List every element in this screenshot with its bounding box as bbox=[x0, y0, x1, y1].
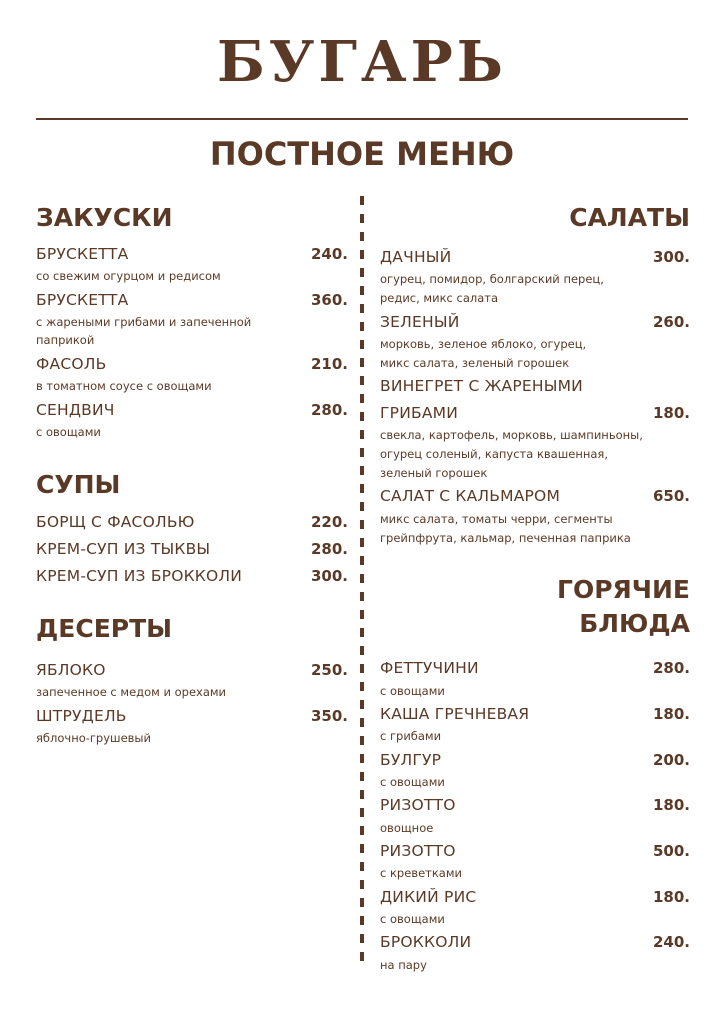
menu-item bbox=[36, 244, 348, 264]
item-description: зеленый горошек bbox=[380, 466, 488, 480]
menu-item bbox=[380, 247, 690, 267]
item-price: 180. bbox=[652, 705, 690, 723]
section-title-goryachie-line2: БЛЮДА bbox=[579, 609, 690, 638]
menu-item bbox=[36, 660, 348, 680]
menu-item bbox=[36, 290, 348, 310]
item-name: ЗЕЛЕНЫЙ bbox=[380, 313, 460, 331]
menu-item bbox=[36, 539, 348, 559]
column-divider bbox=[360, 196, 364, 964]
item-name: ВИНЕГРЕТ С ЖАРЕНЫМИ bbox=[380, 377, 583, 395]
item-name: РИЗОТТО bbox=[380, 842, 456, 860]
item-price: 220. bbox=[310, 513, 348, 531]
item-description: огурец соленый, капуста квашенная, bbox=[380, 447, 608, 461]
item-description: с креветками bbox=[380, 866, 462, 880]
item-description: паприкой bbox=[36, 333, 95, 347]
item-description: с жареными грибами и запеченной bbox=[36, 315, 252, 329]
item-description: микс салата, зеленый горошек bbox=[380, 356, 570, 370]
menu-item bbox=[380, 403, 690, 423]
menu-item bbox=[36, 400, 348, 420]
item-price: 260. bbox=[652, 313, 690, 331]
item-name: БОРЩ С ФАСОЛЬЮ bbox=[36, 513, 195, 531]
item-price: 180. bbox=[652, 796, 690, 814]
item-description: яблочно-грушевый bbox=[36, 731, 151, 745]
menu-title: ПОСТНОЕ МЕНЮ bbox=[209, 135, 515, 173]
item-description: микс салата, томаты черри, сегменты bbox=[380, 512, 613, 526]
item-description: в томатном соусе с овощами bbox=[36, 379, 212, 393]
item-price: 250. bbox=[310, 661, 348, 679]
item-price: 300. bbox=[652, 248, 690, 266]
item-name: СЕНДВИЧ bbox=[36, 401, 115, 419]
item-description: грейпфрута, кальмар, печенная паприка bbox=[380, 531, 631, 545]
item-price: 240. bbox=[310, 245, 348, 263]
item-name: ФЕТТУЧИНИ bbox=[380, 659, 479, 677]
item-name: БУЛГУР bbox=[380, 751, 442, 769]
item-description: с грибами bbox=[380, 729, 442, 743]
item-price: 280. bbox=[310, 401, 348, 419]
item-price: 240. bbox=[652, 933, 690, 951]
item-name: БРУСКЕТТА bbox=[36, 291, 129, 309]
menu-item bbox=[380, 887, 690, 907]
menu-item-title-line bbox=[380, 376, 690, 396]
item-price: 300. bbox=[310, 567, 348, 585]
right-column bbox=[380, 0, 690, 1024]
item-description: свекла, картофель, морковь, шампиньоны, bbox=[380, 428, 643, 442]
menu-item bbox=[36, 566, 348, 586]
item-price: 280. bbox=[310, 540, 348, 558]
item-price: 360. bbox=[310, 291, 348, 309]
item-name: БРОККОЛИ bbox=[380, 933, 472, 951]
item-description: с овощами bbox=[380, 775, 445, 789]
section-title-zakuski: ЗАКУСКИ bbox=[36, 203, 173, 232]
item-description: с овощами bbox=[36, 425, 101, 439]
menu-item bbox=[36, 354, 348, 374]
item-description: со свежим огурцом и редисом bbox=[36, 269, 221, 283]
item-name: РИЗОТТО bbox=[380, 796, 456, 814]
item-price: 180. bbox=[652, 888, 690, 906]
item-description: огурец, помидор, болгарский перец, bbox=[380, 272, 604, 286]
item-name: КРЕМ-СУП ИЗ БРОККОЛИ bbox=[36, 567, 243, 585]
item-description: запеченное с медом и орехами bbox=[36, 685, 227, 699]
item-price: 210. bbox=[310, 355, 348, 373]
item-description: овощное bbox=[380, 821, 434, 835]
section-title-supy: СУПЫ bbox=[36, 470, 121, 499]
menu-item bbox=[36, 512, 348, 532]
menu-item bbox=[380, 658, 690, 678]
item-name: ЯБЛОКО bbox=[36, 661, 106, 679]
item-price: 650. bbox=[652, 487, 690, 505]
item-price: 180. bbox=[652, 404, 690, 422]
item-price: 280. bbox=[652, 659, 690, 677]
item-description: с овощами bbox=[380, 912, 445, 926]
item-price: 200. bbox=[652, 751, 690, 769]
item-name: САЛАТ С КАЛЬМАРОМ bbox=[380, 487, 561, 505]
menu-item bbox=[380, 932, 690, 952]
item-name: ШТРУДЕЛЬ bbox=[36, 707, 127, 725]
item-description: морковь, зеленое яблоко, огурец, bbox=[380, 337, 587, 351]
section-title-deserty: ДЕСЕРТЫ bbox=[36, 614, 173, 643]
menu-item bbox=[380, 312, 690, 332]
restaurant-logo: БУГАРЬ bbox=[217, 29, 507, 95]
menu-item bbox=[380, 795, 690, 815]
left-column bbox=[36, 0, 348, 1024]
item-name: ГРИБАМИ bbox=[380, 404, 458, 422]
item-name: БРУСКЕТТА bbox=[36, 245, 129, 263]
item-description: с овощами bbox=[380, 684, 445, 698]
item-name: КАША ГРЕЧНЕВАЯ bbox=[380, 705, 530, 723]
item-description: на пару bbox=[380, 958, 427, 972]
item-name: КРЕМ-СУП ИЗ ТЫКВЫ bbox=[36, 540, 211, 558]
menu-item bbox=[380, 704, 690, 724]
menu-item bbox=[380, 486, 690, 506]
item-description: редис, микс салата bbox=[380, 291, 499, 305]
item-price: 350. bbox=[310, 707, 348, 725]
item-name: ДИКИЙ РИС bbox=[380, 888, 477, 906]
section-title-goryachie: ГОРЯЧИЕ bbox=[557, 575, 690, 604]
item-price: 500. bbox=[652, 842, 690, 860]
menu-item bbox=[36, 706, 348, 726]
item-name: ДАЧНЫЙ bbox=[380, 248, 452, 266]
section-title-salaty: САЛАТЫ bbox=[569, 203, 690, 232]
menu-item bbox=[380, 750, 690, 770]
item-name: ФАСОЛЬ bbox=[36, 355, 107, 373]
menu-item bbox=[380, 841, 690, 861]
